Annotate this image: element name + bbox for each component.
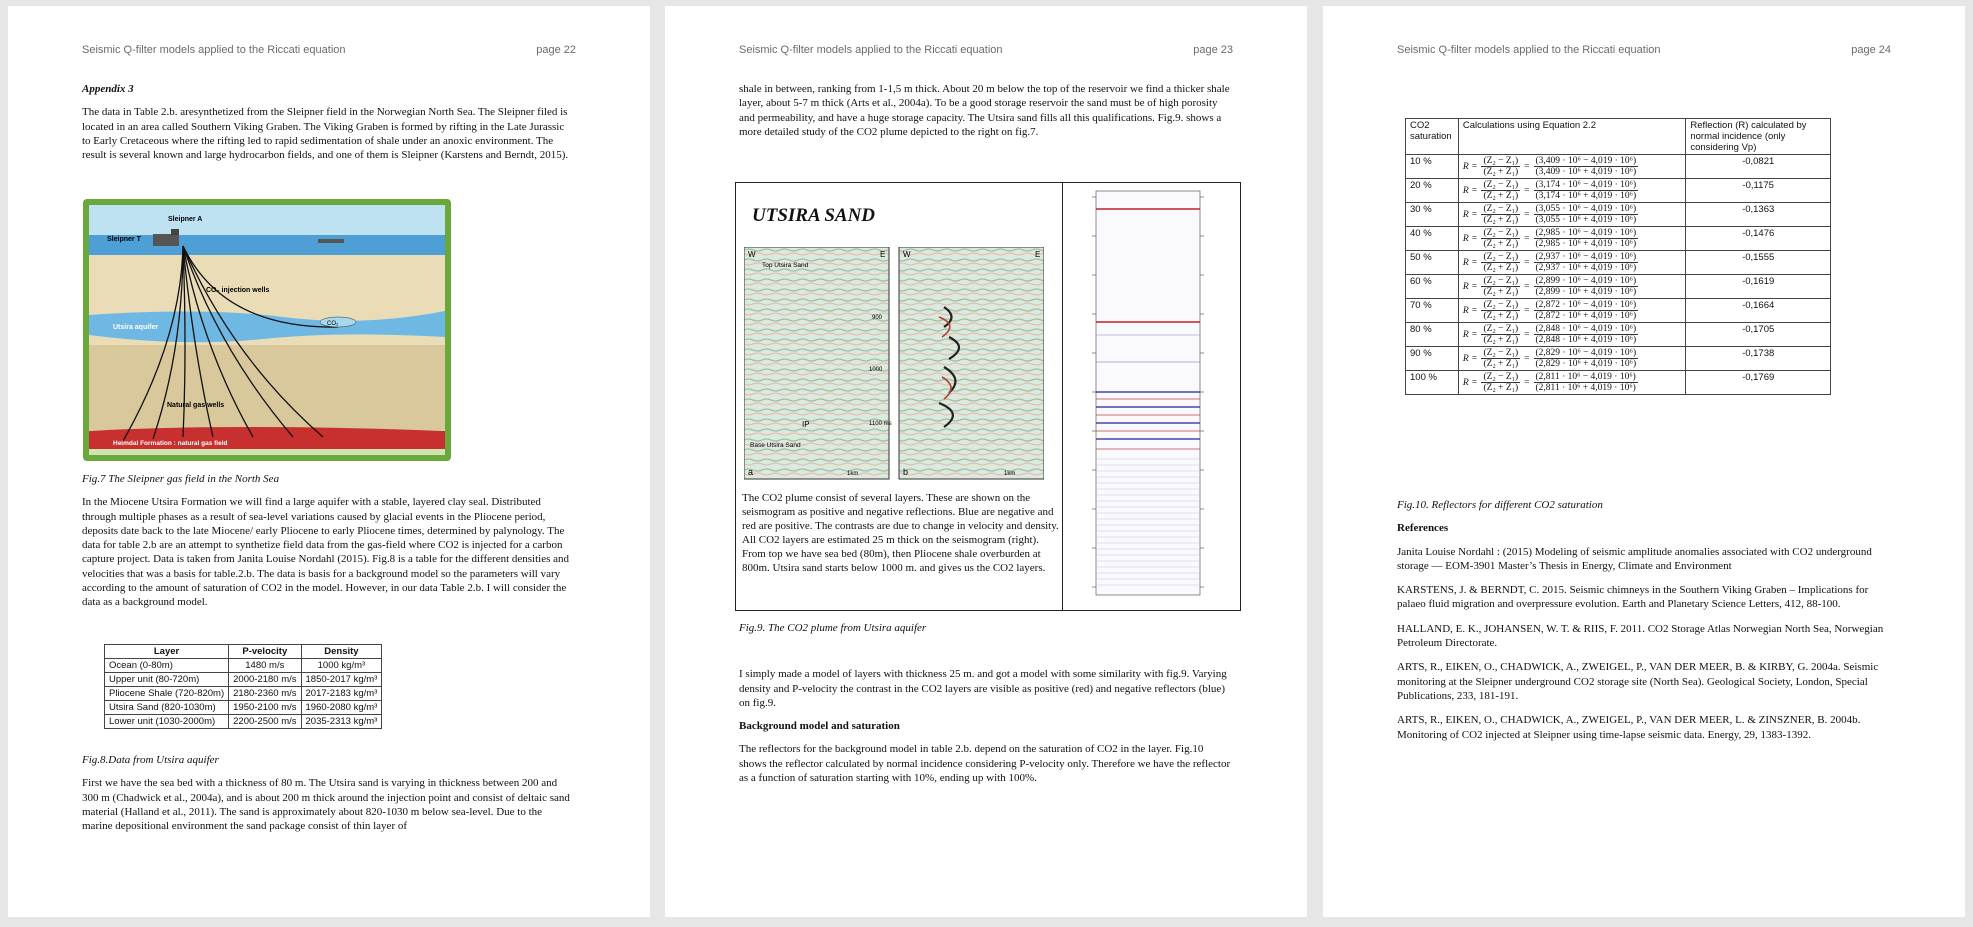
page-23-text-top (739, 82, 1231, 148)
reflection-cell: -0,1769 (1686, 371, 1831, 395)
page-header-title: Seismic Q-filter models applied to the Riccati equation (82, 44, 346, 56)
table-row (105, 715, 382, 729)
table-cell: 2017-2183 kg/m³ (301, 687, 382, 701)
page-number: page 24 (1851, 44, 1891, 56)
saturation-cell: 40 % (1406, 227, 1459, 251)
equation: R = $\frac{\text{(Z₂ − Z₁)}}{\text{(Z₂ + Z₁)}}$ = $\frac{\text{(2,985 · 10⁶ − 4,019 · 10⁶)}}{\text{(2,985 · 10⁶ + 4,019 · 10⁶)}}$ (1462, 228, 1637, 249)
reference-entry: Janita Louise Nordahl : (2015) Modeling of seismic amplitude anomalies associated with CO2 underground storage — EOM-3901 Master’s Thesis in Energy, Climate and Environment (1397, 545, 1872, 572)
label-1100: 1100 ms (869, 421, 892, 427)
label-sleipner-a: Sleipner A (168, 216, 203, 223)
reference-entry: ARTS, R., EIKEN, O., CHADWICK, A., ZWEIGEL, P., VAN DER MEER, B. & KIRBY, G. 2004a. Seismic monitoring at the Sleipner underground CO2 storage site (North Sea). Geological Society, London, Special Publications, 233, 181-191. (1397, 661, 1879, 702)
references-heading: References (1397, 522, 1449, 535)
document-page-24 (1323, 6, 1965, 917)
equation: R = $\frac{\text{(Z₂ − Z₁)}}{\text{(Z₂ + Z₁)}}$ = $\frac{\text{(2,829 · 10⁶ − 4,019 · 10⁶)}}{\text{(2,829 · 10⁶ + 4,019 · 10⁶)}}$ (1462, 348, 1637, 369)
section-heading: Background model and saturation (739, 720, 900, 733)
co2-plume-figure (735, 182, 1241, 611)
label-sleipner-t: Sleipner T (107, 236, 141, 243)
table-cell: 1850-2017 kg/m³ (301, 673, 382, 687)
table-cell: 1480 m/s (229, 659, 301, 673)
page-24-text (1397, 498, 1889, 752)
reflection-cell: -0,1363 (1686, 203, 1831, 227)
label-km: 1km (1004, 471, 1016, 477)
table-cell: 1000 kg/m³ (301, 659, 382, 673)
seismic-sections (744, 247, 1044, 487)
label-utsira-aquifer: Utsira aquifer (113, 324, 159, 331)
reference-entry: HALLAND, E. K., JOHANSEN, W. T. & RIIS, F. 2011. CO2 Storage Atlas Norwegian North Sea, Norwegian Petroleum Directorate. (1397, 622, 1884, 650)
label-heimdal: Heimdal Formation : natural gas field (113, 440, 228, 447)
appendix-heading: Appendix 3 (82, 83, 134, 95)
table-header: Calculations using Equation 2.2 (1458, 119, 1685, 155)
equation-cell (1458, 155, 1685, 179)
document-page-22 (8, 6, 650, 917)
page-header-title: Seismic Q-filter models applied to the Riccati equation (739, 44, 1003, 56)
fig8-caption: Fig.8.Data from Utsira aquifer (82, 754, 219, 766)
velocity-density-table (104, 644, 382, 729)
label-a: a (748, 467, 754, 477)
synthetic-seismogram (1074, 187, 1234, 605)
equation: R = $\frac{\text{(Z₂ − Z₁)}}{\text{(Z₂ + Z₁)}}$ = $\frac{\text{(3,174 · 10⁶ − 4,019 · 10⁶)}}{\text{(3,174 · 10⁶ + 4,019 · 10⁶)}}$ (1462, 180, 1637, 201)
table-header: Reflection (R) calculated by normal incidence (only considering Vp) (1686, 119, 1831, 155)
table-row (1406, 203, 1831, 227)
table-cell: 2200-2500 m/s (229, 715, 301, 729)
equation: R = $\frac{\text{(Z₂ − Z₁)}}{\text{(Z₂ + Z₁)}}$ = $\frac{\text{(2,848 · 10⁶ − 4,019 · 10⁶)}}{\text{(2,848 · 10⁶ + 4,019 · 10⁶)}}$ (1462, 324, 1637, 345)
saturation-cell: 20 % (1406, 179, 1459, 203)
table-header: CO2 saturation (1406, 119, 1459, 155)
page-number: page 22 (536, 44, 576, 56)
table-cell: Ocean (0-80m) (105, 659, 229, 673)
label-co2: CO₂ (327, 321, 339, 327)
saturation-cell: 30 % (1406, 203, 1459, 227)
equation-cell (1458, 347, 1685, 371)
table-row (1406, 323, 1831, 347)
table-cell: 1950-2100 m/s (229, 701, 301, 715)
label-w: W (903, 250, 911, 259)
saturation-cell: 80 % (1406, 323, 1459, 347)
reflection-cell: -0,0821 (1686, 155, 1831, 179)
equation-cell (1458, 275, 1685, 299)
paragraph: shale in between, ranking from 1-1,5 m thick. About 20 m below the top of the reservoir we find a thicker shale layer, about 5-7 m thick (Arts et al., 2004a). To be a good storage reservoir the sand must be of high porosity and permeability, and have a huge storage capacity. The Utsira sand fills all this qualifications. Fig.9. shows a more detailed study of the CO2 plume depicted to the right on fig.7. (739, 83, 1230, 138)
paragraph: The data in Table 2.b. aresynthetized from the Sleipner field in the Norwegian North Sea. The Sleipner filed is located in an area called Southern Viking Graben. The Viking Graben is formed by rifting in the Late Jurassic to Early Cretaceous where the rifting led to rapid sedimentation of shale under an anoxic environment. The result is several known and large hydrocarbon fields, and one of them is Sleipner (Karstens and Berndt, 2015). (82, 106, 569, 162)
table-cell: 2180-2360 m/s (229, 687, 301, 701)
document-page-23 (665, 6, 1307, 917)
reference-list (1397, 545, 1889, 742)
equation: R = $\frac{\text{(Z₂ − Z₁)}}{\text{(Z₂ + Z₁)}}$ = $\frac{\text{(2,899 · 10⁶ − 4,019 · 10⁶)}}{\text{(2,899 · 10⁶ + 4,019 · 10⁶)}}$ (1462, 276, 1637, 297)
table-row (105, 659, 382, 673)
saturation-cell: 100 % (1406, 371, 1459, 395)
table-cell: 1960-2080 kg/m³ (301, 701, 382, 715)
label-base-utsira: Base Utsira Sand (750, 442, 801, 449)
equation-cell (1458, 227, 1685, 251)
label-top-utsira: Top Utsira Sand (762, 262, 809, 269)
table-row (105, 701, 382, 715)
saturation-cell: 60 % (1406, 275, 1459, 299)
label-gas-wells: Natural gas wells (167, 402, 225, 409)
figure-divider (1062, 183, 1063, 610)
table-cell: 2035-2313 kg/m³ (301, 715, 382, 729)
fig10-caption: Fig.10. Reflectors for different CO2 saturation (1397, 499, 1603, 511)
table-row (105, 687, 382, 701)
figure-title: UTSIRA SAND (752, 205, 876, 226)
equation: R = $\frac{\text{(Z₂ − Z₁)}}{\text{(Z₂ + Z₁)}}$ = $\frac{\text{(2,872 · 10⁶ − 4,019 · 10⁶)}}{\text{(2,872 · 10⁶ + 4,019 · 10⁶)}}$ (1462, 300, 1637, 321)
table-row (1406, 179, 1831, 203)
table-row (1406, 275, 1831, 299)
label-e: E (880, 250, 886, 259)
table-header-row (105, 645, 382, 659)
table-row (1406, 155, 1831, 179)
equation-cell (1458, 299, 1685, 323)
page-number: page 23 (1193, 44, 1233, 56)
reference-entry: KARSTENS, J. & BERNDT, C. 2015. Seismic chimneys in the Southern Viking Graben – Implications for palaeo fluid migration and overpressure evolution. Earth and Planetary Science Letters, 412, 88-100. (1397, 584, 1869, 611)
table-header: Layer (105, 645, 229, 659)
equation: R = $\frac{\text{(Z₂ − Z₁)}}{\text{(Z₂ + Z₁)}}$ = $\frac{\text{(2,811 · 10⁶ − 4,019 · 10⁶)}}{\text{(2,811 · 10⁶ + 4,019 · 10⁶)}}$ (1462, 372, 1636, 393)
table-row (1406, 227, 1831, 251)
reference-entry: ARTS, R., EIKEN, O., CHADWICK, A., ZWEIGEL, P., VAN DER MEER, L. & ZINSZNER, B. 2004b. Monitoring of CO2 injected at Sleipner using time-lapse seismic data. Energy, 29, 1383-1392. (1397, 714, 1861, 741)
reflection-cell: -0,1705 (1686, 323, 1831, 347)
table-row (105, 673, 382, 687)
label-injection-wells: CO₂ injection wells (206, 287, 270, 294)
equation-cell (1458, 371, 1685, 395)
reflection-cell: -0,1555 (1686, 251, 1831, 275)
reflection-cell: -0,1175 (1686, 179, 1831, 203)
figure-caption-text: The CO2 plume consist of several layers. These are shown on the seismogram as positive and negative reflections. Blue are negative and red are positive. The contrasts are due to change in velocity and density. All CO2 layers are estimated 25 m thick on the seismogram (right). From top we have sea bed (80m), then Pliocene shale overburden at 800m. Utsira sand starts below 1000 m. and gives us the CO2 layers. (742, 492, 1059, 574)
sleipner-illustration (83, 199, 451, 461)
page-22-text-mid (82, 472, 574, 619)
label-b: b (903, 467, 909, 477)
fig7-caption: Fig.7 The Sleipner gas field in the North Sea (82, 473, 280, 485)
page-22-text-bottom (82, 753, 574, 842)
saturation-cell: 50 % (1406, 251, 1459, 275)
saturation-cell: 10 % (1406, 155, 1459, 179)
equation: R = $\frac{\text{(Z₂ − Z₁)}}{\text{(Z₂ + Z₁)}}$ = $\frac{\text{(3,055 · 10⁶ − 4,019 · 10⁶)}}{\text{(3,055 · 10⁶ + 4,019 · 10⁶)}}$ (1462, 204, 1637, 225)
equation-cell (1458, 323, 1685, 347)
sleipner-figure (83, 199, 451, 461)
paragraph: The reflectors for the background model in table 2.b. depend on the saturation of CO2 in the layer. Fig.10 shows the reflector calculated by normal incidence considering P-velocity only. Therefore we have the reflector as a function of saturation starting with 10%, ending up with 100%. (739, 743, 1231, 785)
label-e: E (1035, 250, 1041, 259)
reflection-table (1405, 118, 1831, 395)
equation: R = $\frac{\text{(Z₂ − Z₁)}}{\text{(Z₂ + Z₁)}}$ = $\frac{\text{(3,409 · 10⁶ − 4,019 · 10⁶)}}{\text{(3,409 · 10⁶ + 4,019 · 10⁶)}}$ (1462, 156, 1637, 177)
label-w: W (748, 250, 756, 259)
paragraph: First we have the sea bed with a thickness of 80 m. The Utsira sand is varying in thickness between 200 and 300 m (Chadwick et al., 2004a), and is about 200 m thick around the injection point and consist of deltaic sand material (Halland et al., 2011). The sand is approximately about 820-1030 m below sea-level. Due to the marine depositional environment the sand package consist of thin layer of (82, 777, 570, 833)
label-1000: 1000 (869, 367, 883, 373)
equation-cell (1458, 251, 1685, 275)
table-cell: Utsira Sand (820-1030m) (105, 701, 229, 715)
reflection-cell: -0,1619 (1686, 275, 1831, 299)
table-header-row (1406, 119, 1831, 155)
table-row (1406, 371, 1831, 395)
label-900: 900 (872, 315, 883, 321)
label-km: 1km (847, 471, 859, 477)
table-cell: Upper unit (80-720m) (105, 673, 229, 687)
paragraph: I simply made a model of layers with thickness 25 m. and got a model with some similarity with fig.9. Varying density and P-velocity the contrast in the CO2 layers are visible as positive (red) and negative reflectors (blue) on fig.9. (739, 668, 1227, 709)
page-23-text-bottom (739, 621, 1231, 794)
paragraph: In the Miocene Utsira Formation we will find a large aquifer with a stable, layered clay seal. Distributed through multiple phases as a result of sea-level variations caused by glacial events in the Pliocene period, deposits date back to the late Miocene/ early Pliocene to early Pliocene times, determined by palynology. The data for table 2.b are an attempt to synthetize field data from the gas-field where CO2 is injected for a carbon capture project. Data is taken from Janita Louise Nordahl (2015). Fig.8 is a table for the different densities and velocities that was a basis for table.2.b. The data is basis for a background model so the parameters will vary according to the amount of saturation of CO2 in the model. However, in our data Table 2.b. I will consider the data as a background model. (82, 496, 570, 609)
table-cell: 2000-2180 m/s (229, 673, 301, 687)
table-cell: Lower unit (1030-2000m) (105, 715, 229, 729)
table-row (1406, 251, 1831, 275)
saturation-cell: 70 % (1406, 299, 1459, 323)
table-row (1406, 299, 1831, 323)
page-header-title: Seismic Q-filter models applied to the Riccati equation (1397, 44, 1661, 56)
fig9-caption: Fig.9. The CO2 plume from Utsira aquifer (739, 622, 927, 634)
label-ip: IP (802, 420, 810, 429)
table-cell: Pliocene Shale (720-820m) (105, 687, 229, 701)
page-22-text-top (82, 82, 574, 171)
equation-cell (1458, 203, 1685, 227)
table-row (1406, 347, 1831, 371)
reflection-cell: -0,1664 (1686, 299, 1831, 323)
saturation-cell: 90 % (1406, 347, 1459, 371)
table-header: Density (301, 645, 382, 659)
reflection-cell: -0,1738 (1686, 347, 1831, 371)
table-header: P-velocity (229, 645, 301, 659)
equation-cell (1458, 179, 1685, 203)
equation: R = $\frac{\text{(Z₂ − Z₁)}}{\text{(Z₂ + Z₁)}}$ = $\frac{\text{(2,937 · 10⁶ − 4,019 · 10⁶)}}{\text{(2,937 · 10⁶ + 4,019 · 10⁶)}}$ (1462, 252, 1637, 273)
reflection-cell: -0,1476 (1686, 227, 1831, 251)
